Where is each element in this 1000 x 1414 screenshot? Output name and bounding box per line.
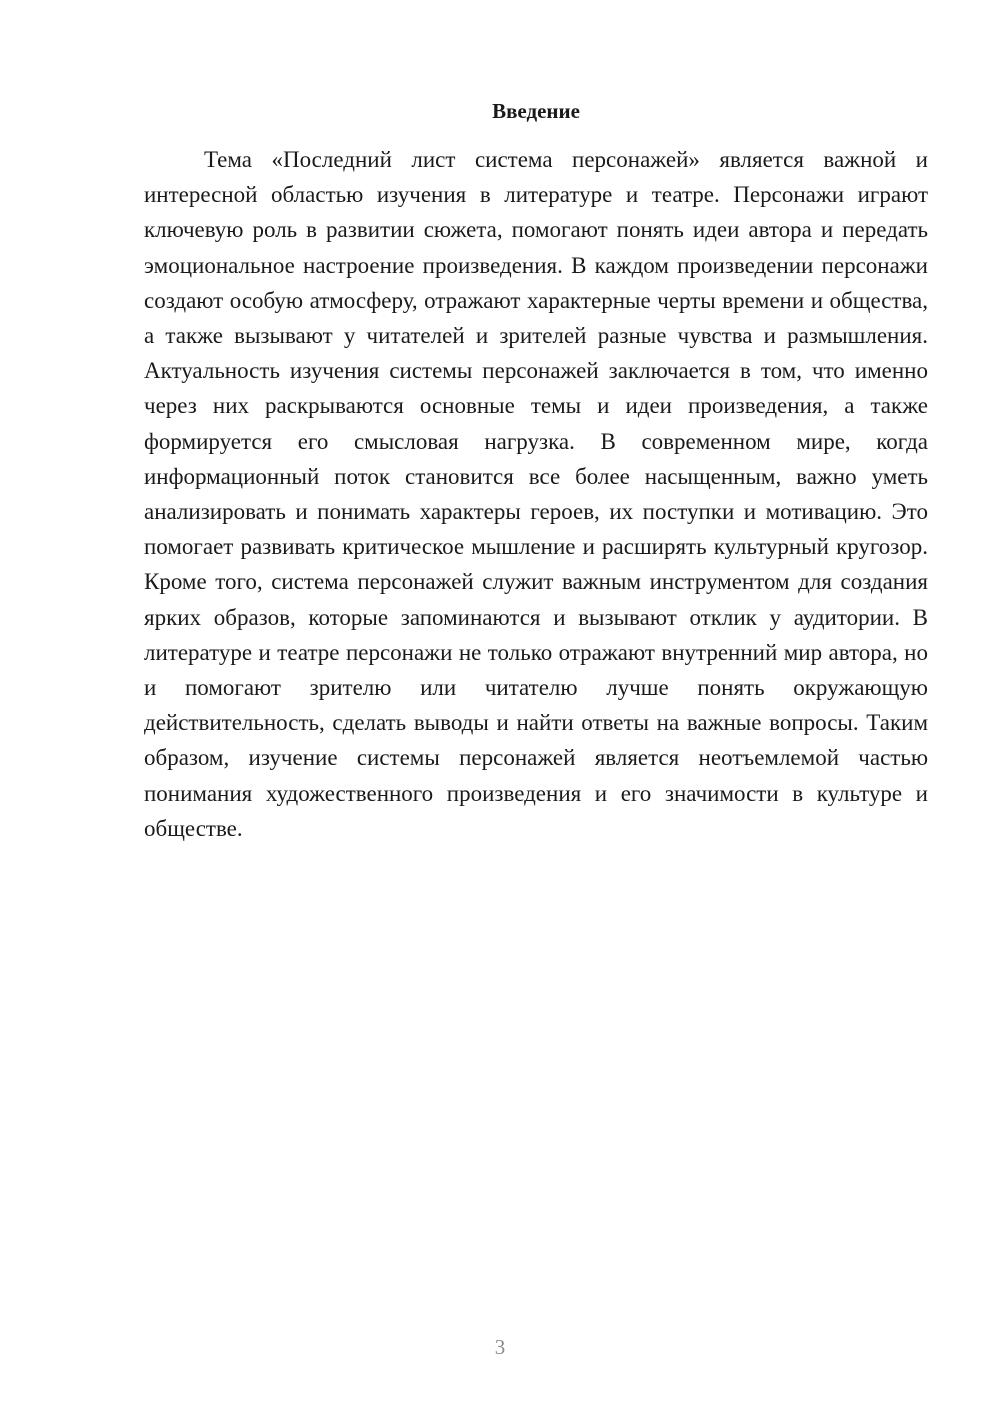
page-number: 3 bbox=[494, 1335, 506, 1359]
section-heading: Введение bbox=[492, 99, 580, 123]
body-paragraph: Тема «Последний лист система персонажей» является важной и интересной областью изучения в литературе и театре. Персонажи играют ключевую роль в развитии сюжета, помогают понять идеи автора и передать эмоциональное настроение произведения. В каждом произведении персонажи создают особую атмосферу, отражают характерные черты времени и общества, а также вызывают у читателей и зрителей разные чувства и размышления. Актуальность изучения системы персонажей заключается в том, что именно через них раскрываются основные темы и идеи произведения, а также формируется его смысловая нагрузка. В современном мире, когда информационный поток становится все более насыщенным, важно уметь анализировать и понимать характеры героев, их поступки и мотивацию. Это помогает развивать критическое мышление и расширять культурный кругозор. Кроме того, система персонажей служит важным инструментом для создания ярких образов, которые запоминаются и вызывают отклик у аудитории. В литературе и театре персонажи не только отражают внутренний мир автора, но и помогают зрителю или читателю лучше понять окружающую действительность, сделать выводы и найти ответы на важные вопросы. Таким образом, изучение системы персонажей является неотъемлемой частью понимания художественного произведения и его значимости в культуре и обществе. bbox=[144, 147, 928, 841]
